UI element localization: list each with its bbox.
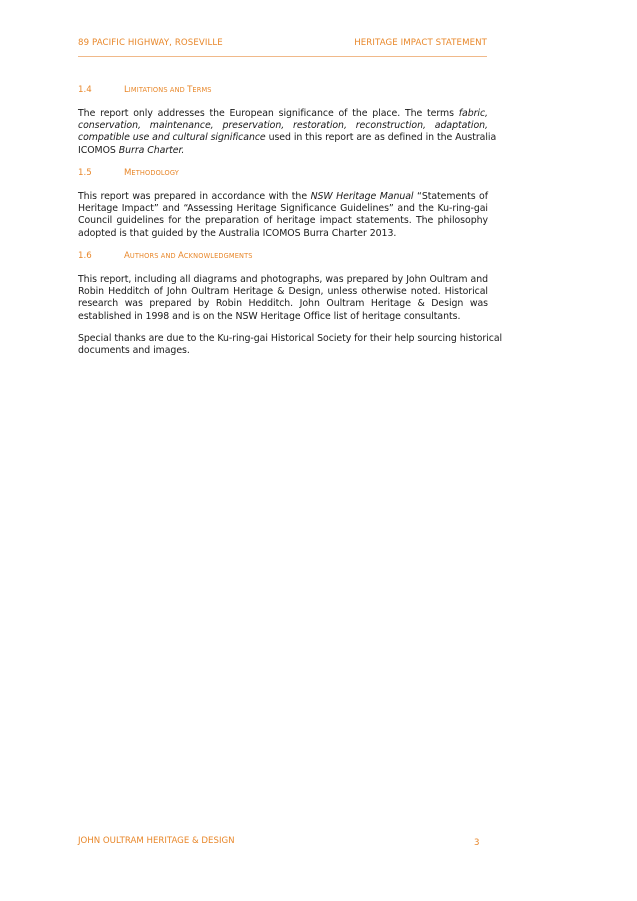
paragraph-acknowledgments	[78, 333, 503, 357]
section-number: 1.4	[78, 85, 92, 95]
section-title: AUTHORS AND ACKNOWLEDGMENTS	[124, 251, 253, 261]
paragraph-line: Heritage Impact” and “Assessing Heritage Significance Guidelines” and the Ku-ring-gai	[78, 203, 488, 215]
paragraph-line: This report, including all diagrams and photographs, was prepared by John Oultram and	[78, 274, 488, 285]
page-number: 3	[474, 838, 480, 848]
paragraph-line: conservation, maintenance, preservation, restoration, reconstruction, adaptation,	[78, 120, 488, 132]
paragraph-line: compatible use and cultural significance used in this report are as defined in the Australia	[78, 132, 497, 144]
paragraph-line: ICOMOS Burra Charter.	[78, 144, 185, 156]
paragraph-line: established in 1998 and is on the NSW Heritage Office list of heritage consultants.	[78, 310, 461, 322]
paragraph-authors	[78, 274, 488, 323]
footer-company: JOHN OULTRAM HERITAGE & DESIGN	[78, 836, 235, 846]
page-header	[78, 38, 487, 57]
paragraph-line: documents and images.	[78, 345, 190, 357]
header-document-type: HERITAGE IMPACT STATEMENT	[354, 38, 487, 48]
section-title: METHODOLOGY	[124, 168, 179, 178]
section-title: LIMITATIONS AND TERMS	[124, 85, 212, 95]
section-heading-limitations	[78, 85, 212, 95]
paragraph-line: Special thanks are due to the Ku-ring-gai Historical Society for their help sourcing historical	[78, 333, 503, 344]
section-number: 1.5	[78, 168, 92, 178]
paragraph-methodology	[78, 191, 488, 240]
paragraph-line: The report only addresses the European significance of the place. The terms fabric,	[78, 108, 488, 119]
section-heading-authors	[78, 251, 253, 261]
paragraph-limitations	[78, 108, 497, 157]
header-address: 89 PACIFIC HIGHWAY, ROSEVILLE	[78, 38, 223, 48]
paragraph-line: adopted is that guided by the Australia ICOMOS Burra Charter 2013.	[78, 227, 397, 239]
section-heading-methodology	[78, 168, 179, 178]
paragraph-line: research was prepared by Robin Hedditch. John Oultram Heritage & Design was	[78, 298, 488, 310]
paragraph-line: This report was prepared in accordance with the NSW Heritage Manual “Statements of	[78, 191, 488, 202]
paragraph-line: Robin Hedditch of John Oultram Heritage & Design, unless otherwise noted. Historical	[78, 286, 488, 298]
paragraph-line: Council guidelines for the preparation of heritage impact statements. The philosophy	[78, 215, 488, 227]
section-number: 1.6	[78, 251, 92, 261]
